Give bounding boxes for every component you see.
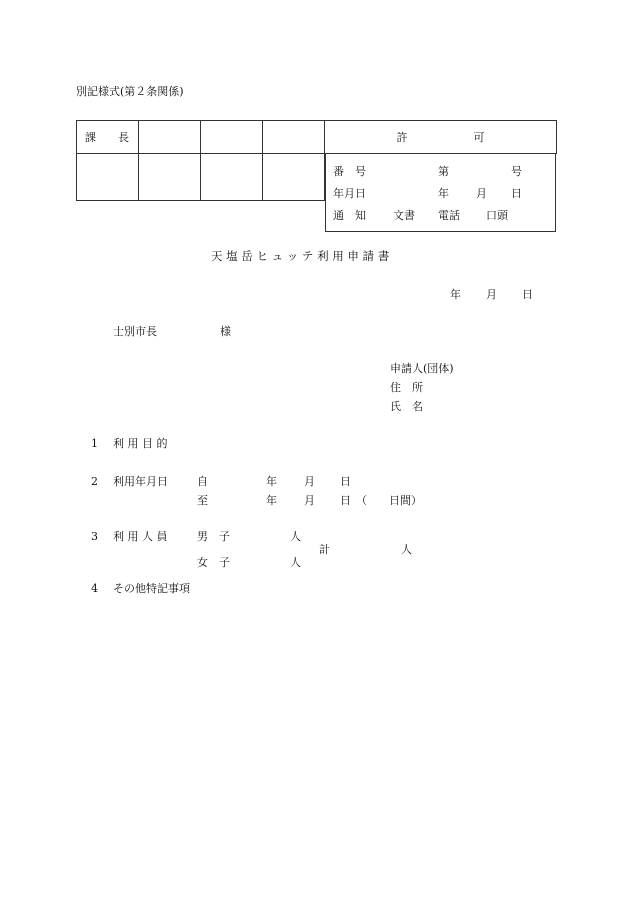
date-line-nen: 年 <box>450 288 461 301</box>
permit-header: 許 可 <box>396 131 485 144</box>
addressee-name: 士別市長 <box>113 325 157 338</box>
date-hi: 日 <box>511 187 522 200</box>
item-2-number: 2 <box>91 475 98 488</box>
applicant-name: 氏 名 <box>390 400 423 413</box>
date-line-tsuki: 月 <box>486 288 497 301</box>
item-2-to-hi: 日 <box>340 494 351 507</box>
notice-phone: 電話 <box>438 209 460 222</box>
approval-cell-4 <box>263 121 325 154</box>
seal-cell-4 <box>263 154 325 201</box>
item-3-label: 利 用 人 員 <box>113 530 168 543</box>
notice-document: 文書 <box>393 209 415 222</box>
item-2-days: （ 日間） <box>356 494 422 507</box>
addressee-honorific: 様 <box>220 325 231 338</box>
seal-cell-2 <box>139 154 201 201</box>
item-3-male-unit: 人 <box>290 530 301 543</box>
applicant-label: 申請人(団体) <box>390 362 454 375</box>
number-dai: 第 <box>438 165 449 178</box>
notice-label: 通 知 <box>333 209 366 222</box>
item-2-to-tsuki: 月 <box>304 494 315 507</box>
chief-cell <box>77 121 139 154</box>
item-2-to: 至 <box>197 494 208 507</box>
number-label: 番 号 <box>333 165 366 178</box>
date-label: 年月日 <box>333 187 366 200</box>
number-go: 号 <box>511 165 522 178</box>
item-4-label: その他特記事項 <box>113 582 190 595</box>
chief-label: 課 長 <box>85 131 129 144</box>
item-2-from-nen: 年 <box>266 475 277 488</box>
date-tsuki: 月 <box>476 187 487 200</box>
seal-cell-1 <box>77 154 139 201</box>
item-3-total: 計 <box>319 543 330 556</box>
seal-cell-3 <box>201 154 263 201</box>
item-1-label: 利 用 目 的 <box>113 437 168 450</box>
approval-cell-3 <box>201 121 263 154</box>
item-3-number: 3 <box>91 530 98 543</box>
item-2-to-nen: 年 <box>266 494 277 507</box>
form-label: 別記様式(第２条関係) <box>76 85 184 98</box>
item-3-male: 男 子 <box>197 530 230 543</box>
permit-header-cell <box>325 121 557 154</box>
item-2-from-tsuki: 月 <box>304 475 315 488</box>
item-2-label: 利用年月日 <box>113 475 168 488</box>
item-1-number: 1 <box>91 437 98 450</box>
date-line-hi: 日 <box>522 288 533 301</box>
item-2-from: 自 <box>197 475 208 488</box>
approval-cell-2 <box>139 121 201 154</box>
applicant-address: 住 所 <box>390 381 423 394</box>
document-title: 天 塩 岳 ヒ ュ ッ テ 利 用 申 請 書 <box>211 249 390 263</box>
item-4-number: 4 <box>91 582 98 595</box>
notice-oral: 口頭 <box>486 209 508 222</box>
item-3-female-unit: 人 <box>290 556 301 569</box>
item-2-from-hi: 日 <box>340 475 351 488</box>
item-3-female: 女 子 <box>197 556 230 569</box>
item-3-total-unit: 人 <box>401 543 412 556</box>
date-nen: 年 <box>438 187 449 200</box>
